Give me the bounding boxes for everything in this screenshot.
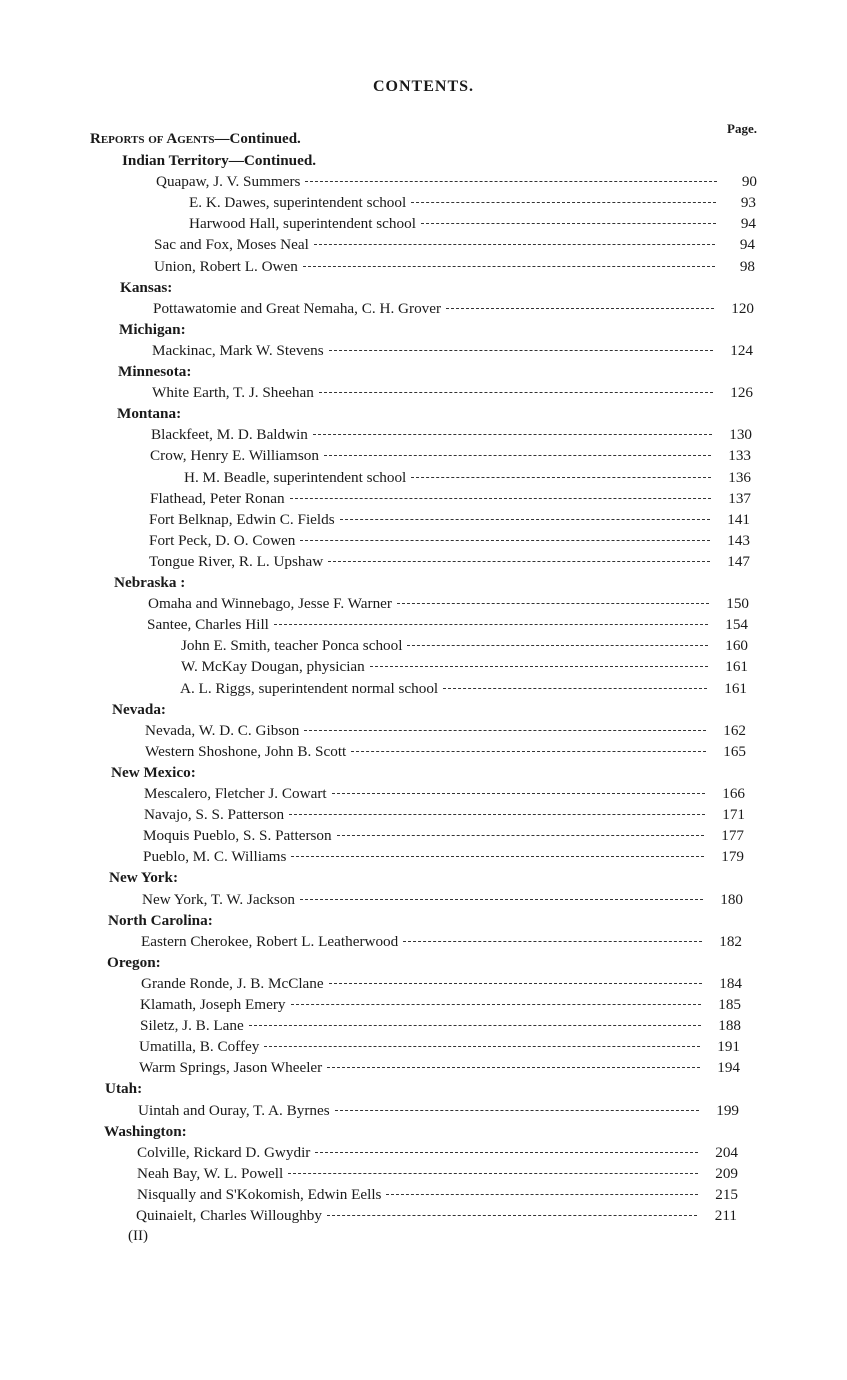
toc-entry-title: Tongue River, R. L. Upshaw — [149, 552, 324, 570]
dot-leader — [446, 308, 714, 309]
toc-entry-title: Quinaielt, Charles Willoughby — [136, 1207, 322, 1224]
dot-leader — [370, 666, 708, 667]
toc-entry — [139, 1057, 740, 1078]
dot-leader — [443, 688, 707, 689]
toc-entry-title: Michigan: — [119, 320, 186, 338]
toc-heading — [111, 762, 196, 783]
toc-heading — [122, 150, 316, 171]
toc-entry-page: 141 — [727, 510, 750, 528]
toc-entry-page: 98 — [739, 257, 755, 275]
dot-leader — [274, 624, 708, 625]
toc-entry — [149, 551, 750, 572]
toc-entry-title: Grande Ronde, J. B. McClane — [141, 974, 324, 992]
toc-entry — [189, 192, 756, 213]
toc-entry-title: E. K. Dawes, superintendent school — [189, 194, 407, 212]
toc-heading — [119, 319, 186, 340]
toc-entry-title: Neah Bay, W. L. Powell — [137, 1164, 284, 1182]
page-number: (II) — [128, 1228, 148, 1244]
toc-entry-title: H. M. Beadle, superintendent school — [184, 468, 407, 486]
toc-heading — [118, 361, 191, 382]
toc-entry-page: 133 — [728, 447, 751, 465]
dot-leader — [411, 202, 716, 203]
toc-entry-page: 215 — [715, 1185, 738, 1203]
dot-leader — [386, 1194, 698, 1195]
toc-entry-title: Colville, Rickard D. Gwydir — [137, 1143, 311, 1161]
toc-entry-title: Western Shoshone, John B. Scott — [145, 742, 347, 760]
toc-entry — [149, 530, 750, 551]
toc-entry-page: 209 — [715, 1164, 738, 1182]
page-column-label: Page. — [727, 121, 757, 136]
toc-entry-page: 184 — [719, 974, 742, 992]
toc-entry-page: 136 — [728, 468, 751, 486]
dot-leader — [421, 223, 716, 224]
toc-heading — [105, 1078, 142, 1099]
toc-entry — [150, 445, 751, 466]
toc-entry-title: Warm Springs, Jason Wheeler — [139, 1059, 323, 1077]
toc-entry — [141, 973, 742, 994]
dot-leader — [329, 983, 702, 984]
dot-leader — [351, 751, 706, 752]
dot-leader — [324, 455, 711, 456]
toc-entry — [137, 1142, 738, 1163]
toc-entry — [143, 846, 744, 867]
toc-entry-page: 188 — [718, 1017, 741, 1035]
toc-entry-page: 177 — [721, 827, 744, 845]
dot-leader — [327, 1215, 697, 1216]
toc-entry-page: 179 — [721, 848, 744, 866]
dot-leader — [403, 941, 702, 942]
dot-leader — [291, 1004, 701, 1005]
toc-heading — [104, 1121, 187, 1142]
dot-leader — [288, 1173, 698, 1174]
toc-entry-page: 90 — [741, 173, 757, 191]
toc-entry-title: Umatilla, B. Coffey — [139, 1038, 260, 1056]
toc-entry — [144, 783, 745, 804]
toc-entry — [137, 1163, 738, 1184]
dot-leader — [304, 730, 706, 731]
toc-entry — [181, 656, 748, 677]
dot-leader — [335, 1110, 699, 1111]
toc-entry — [154, 256, 755, 277]
dot-leader — [303, 266, 715, 267]
toc-entry-page: 180 — [720, 890, 743, 908]
toc-entry-page: 94 — [740, 215, 756, 233]
toc-entry — [139, 1036, 740, 1057]
toc-entry-page: 124 — [730, 341, 753, 359]
toc-entry-page: 130 — [729, 426, 752, 444]
toc-entry-title: Union, Robert L. Owen — [154, 257, 298, 275]
dot-leader — [332, 793, 705, 794]
toc-entry-page: 194 — [717, 1059, 740, 1077]
toc-entry-page: 147 — [727, 552, 750, 570]
toc-entry — [137, 1184, 738, 1205]
dot-leader — [291, 856, 704, 857]
toc-entry-page: 185 — [718, 996, 741, 1013]
toc-entry-title: Utah: — [105, 1080, 143, 1098]
toc-entry-page: 94 — [739, 236, 755, 254]
toc-entry-title: Pueblo, M. C. Williams — [143, 848, 287, 866]
toc-entry-title: Harwood Hall, superintendent school — [189, 215, 416, 233]
dot-leader — [397, 603, 709, 604]
toc-entry-page: 165 — [723, 742, 746, 760]
toc-entry — [151, 424, 752, 445]
toc-entry-title: Washington: — [104, 1122, 187, 1140]
toc-entry — [136, 1205, 737, 1226]
dot-leader — [315, 1152, 698, 1153]
dot-leader — [305, 181, 717, 182]
toc-entry-page: 166 — [722, 785, 745, 802]
dot-leader — [289, 814, 705, 815]
toc-entry-page: 171 — [722, 806, 745, 824]
dot-leader — [329, 350, 713, 351]
dot-leader — [290, 498, 711, 499]
dot-leader — [314, 244, 715, 245]
toc-entry-page: 154 — [725, 616, 748, 634]
toc-entry-title: Nebraska : — [114, 574, 186, 591]
toc-heading — [108, 910, 213, 931]
toc-entry-title: Crow, Henry E. Williamson — [150, 447, 319, 465]
toc-entry — [145, 720, 746, 741]
toc-entry-page: 126 — [730, 384, 753, 402]
toc-entry-page: 191 — [717, 1038, 740, 1056]
toc-entry-title: New York, T. W. Jackson — [142, 890, 296, 908]
dot-leader — [300, 540, 710, 541]
toc-entry — [138, 1100, 739, 1121]
toc-entry-title: Pottawatomie and Great Nemaha, C. H. Grover — [153, 299, 442, 317]
toc-entry-title: Eastern Cherokee, Robert L. Leatherwood — [141, 932, 399, 950]
toc-entry — [147, 614, 748, 635]
toc-entry — [152, 382, 753, 403]
toc-entry-page: 211 — [714, 1207, 737, 1224]
toc-entry-title: Flathead, Peter Ronan — [150, 489, 285, 507]
toc-entry — [181, 635, 748, 656]
toc-entry-title: Omaha and Winnebago, Jesse F. Warner — [148, 595, 392, 613]
dot-leader — [340, 519, 710, 520]
toc-entry-title: Nevada: — [112, 700, 166, 718]
toc-entry-page: 204 — [715, 1143, 738, 1161]
toc-entry-page: 120 — [731, 299, 754, 317]
toc-entry-title: A. L. Riggs, superintendent normal school — [180, 679, 439, 697]
toc-entry-title: Quapaw, J. V. Summers — [156, 173, 301, 191]
toc-entry-title: John E. Smith, teacher Ponca school — [181, 637, 403, 655]
toc-entry-title: Kansas: — [120, 278, 173, 296]
toc-entry — [141, 931, 742, 952]
toc-entry-page: 161 — [724, 679, 747, 697]
dot-leader — [411, 477, 711, 478]
toc-heading — [112, 699, 166, 720]
dot-leader — [300, 899, 703, 900]
toc-entry-title: Montana: — [117, 405, 182, 423]
toc-entry-title: Moquis Pueblo, S. S. Patterson — [143, 827, 332, 845]
toc-heading — [109, 867, 178, 888]
toc-entry-title: White Earth, T. J. Sheehan — [152, 384, 314, 402]
toc-entry-page: 143 — [727, 531, 750, 549]
toc-entry-title: Santee, Charles Hill — [147, 616, 269, 634]
toc-entry — [156, 171, 757, 192]
toc-entry — [150, 488, 751, 509]
toc-entry-page: 162 — [723, 721, 746, 739]
toc-entry-page: 182 — [719, 932, 742, 950]
toc-entry — [184, 467, 751, 488]
dot-leader — [264, 1046, 700, 1047]
toc-entry-title: Uintah and Ouray, T. A. Byrnes — [138, 1101, 330, 1119]
toc-entry — [148, 593, 749, 614]
toc-entry-title: New York: — [109, 869, 179, 887]
toc-entry-title: W. McKay Dougan, physician — [181, 658, 365, 676]
section-heading-label: Reports of Agents — [90, 131, 215, 147]
toc-entry-page: 161 — [725, 658, 748, 676]
dot-leader — [337, 835, 704, 836]
dot-leader — [328, 561, 710, 562]
toc-entry — [189, 213, 756, 234]
toc-entry — [152, 340, 753, 361]
toc-heading — [114, 572, 185, 593]
toc-entry — [140, 994, 741, 1015]
toc-entry-title: Blackfeet, M. D. Baldwin — [151, 426, 308, 444]
dot-leader — [313, 434, 712, 435]
toc-entry-page: 150 — [726, 595, 749, 613]
toc-entry-title: Minnesota: — [118, 363, 192, 380]
dot-leader — [319, 392, 713, 393]
toc-entry-title: Nisqually and S'Kokomish, Edwin Eells — [137, 1185, 382, 1203]
toc-entry — [154, 234, 755, 255]
toc-entry — [140, 1015, 741, 1036]
toc-heading — [120, 277, 172, 298]
dot-leader — [327, 1067, 700, 1068]
toc-entry — [149, 509, 750, 530]
toc-heading — [117, 403, 181, 424]
toc-entry — [144, 804, 745, 825]
toc-entry — [143, 825, 744, 846]
toc-entry-title: Indian Territory—Continued. — [122, 152, 317, 169]
toc-entry-title: Fort Belknap, Edwin C. Fields — [149, 510, 335, 528]
toc-entry-title: Sac and Fox, Moses Neal — [154, 236, 309, 254]
toc-entry-title: Nevada, W. D. C. Gibson — [145, 721, 300, 739]
dot-leader — [407, 645, 708, 646]
toc-entry-title: Oregon: — [107, 953, 161, 971]
toc-entry — [145, 741, 746, 762]
section-heading-continued: —Continued. — [214, 131, 301, 147]
toc-entry-title: Navajo, S. S. Patterson — [144, 806, 285, 824]
toc-entry-title: Klamath, Joseph Emery — [140, 996, 286, 1013]
toc-entry-title: New Mexico: — [111, 763, 196, 781]
toc-entry — [142, 889, 743, 910]
toc-entry-page: 160 — [725, 637, 748, 655]
dot-leader — [249, 1025, 701, 1026]
toc-heading — [107, 952, 161, 973]
toc-entry-title: Mescalero, Fletcher J. Cowart — [144, 785, 327, 802]
page-title: CONTENTS. — [372, 78, 475, 95]
toc-entry-page: 93 — [740, 194, 756, 212]
toc-entry — [180, 678, 747, 699]
section-heading — [90, 131, 301, 148]
toc-entry-title: Fort Peck, D. O. Cowen — [149, 531, 296, 549]
toc-entry — [153, 298, 754, 319]
toc-entry-title: Siletz, J. B. Lane — [140, 1017, 244, 1035]
toc-entry-page: 137 — [728, 489, 751, 507]
toc-entry-page: 199 — [716, 1101, 739, 1119]
toc-entry-title: Mackinac, Mark W. Stevens — [152, 341, 324, 359]
toc-entry-title: North Carolina: — [108, 911, 213, 929]
